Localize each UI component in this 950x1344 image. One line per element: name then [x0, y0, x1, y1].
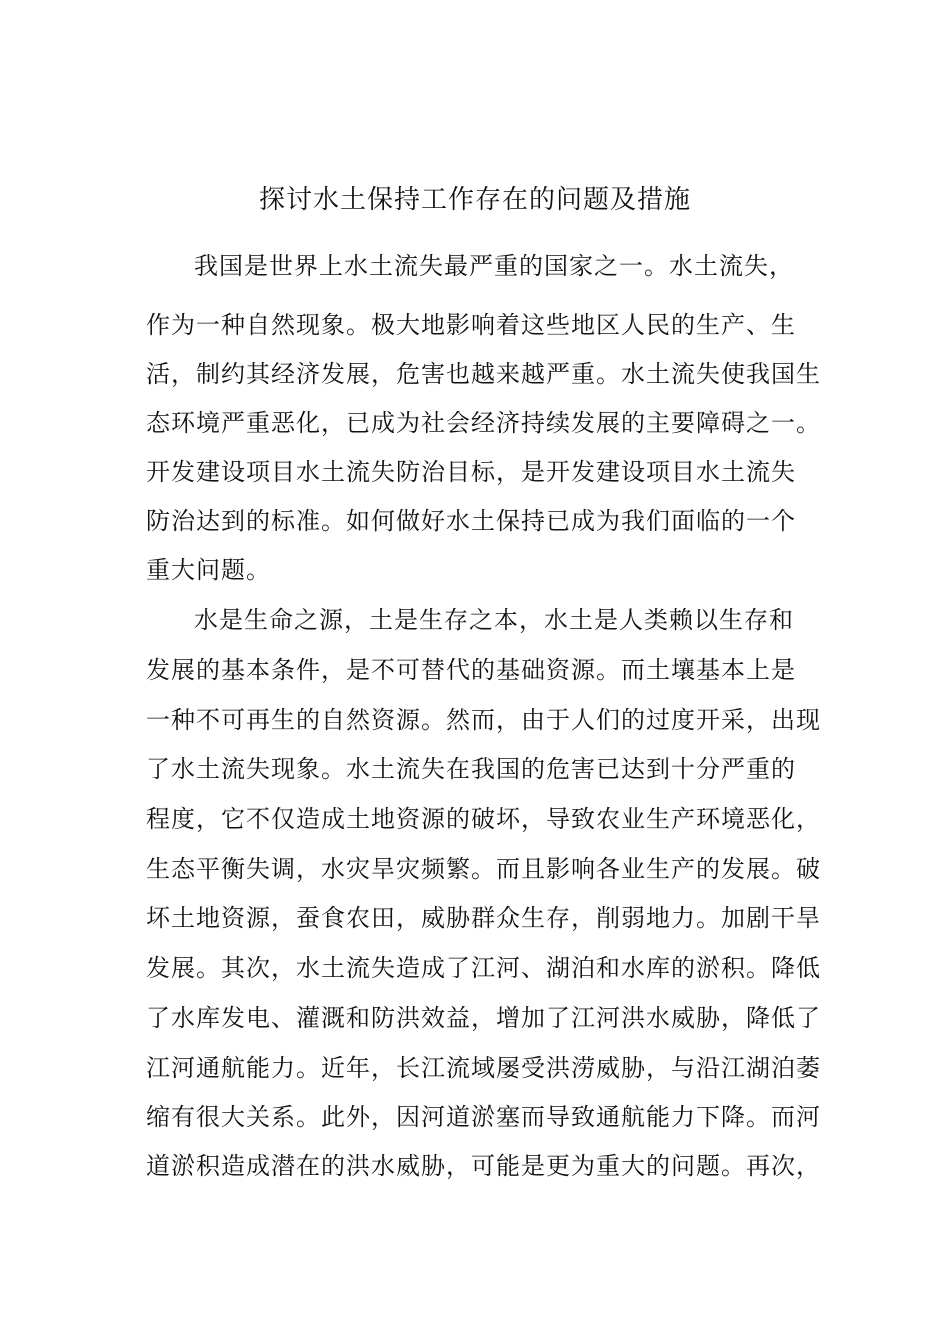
- paragraph-2-line-3: 一种不可再生的自然资源。然而，由于人们的过度开采，出现: [146, 706, 821, 734]
- paragraph-1-line-3: 活，制约其经济发展，危害也越来越严重。水土流失使我国生: [146, 360, 821, 388]
- paragraph-2-line-6: 生态平衡失调，水灾旱灾频繁。而且影响各业生产的发展。破: [146, 855, 821, 883]
- paragraph-1-line-1: 我国是世界上水土流失最严重的国家之一。水土流失，: [194, 252, 794, 280]
- paragraph-1-line-6: 防治达到的标准。如何做好水土保持已成为我们面临的一个: [146, 507, 796, 535]
- paragraph-2-line-5: 程度，它不仅造成土地资源的破坏，导致农业生产环境恶化，: [146, 805, 821, 833]
- paragraph-2-line-9: 了水库发电、灌溉和防洪效益，增加了江河洪水威胁，降低了: [146, 1004, 821, 1032]
- paragraph-1-line-4: 态环境严重恶化，已成为社会经济持续发展的主要障碍之一。: [146, 409, 821, 437]
- paragraph-1-line-5: 开发建设项目水土流失防治目标，是开发建设项目水土流失: [146, 458, 796, 486]
- document-title: 探讨水土保持工作存在的问题及措施: [258, 185, 691, 215]
- paragraph-2-line-10: 江河通航能力。近年，长江流域屡受洪涝威胁，与沿江湖泊萎: [146, 1054, 821, 1082]
- paragraph-1-line-7: 重大问题。: [146, 556, 271, 584]
- paragraph-2-line-4: 了水土流失现象。水土流失在我国的危害已达到十分严重的: [146, 755, 796, 783]
- paragraph-2-line-8: 发展。其次，水土流失造成了江河、湖泊和水库的淤积。降低: [146, 954, 821, 982]
- paragraph-2-line-2: 发展的基本条件，是不可替代的基础资源。而土壤基本上是: [146, 656, 796, 684]
- paragraph-2-line-1: 水是生命之源，土是生存之本，水土是人类赖以生存和: [194, 606, 794, 634]
- paragraph-1-line-2: 作为一种自然现象。极大地影响着这些地区人民的生产、生: [146, 311, 796, 339]
- paragraph-2-line-12: 道淤积造成潜在的洪水威胁，可能是更为重大的问题。再次，: [146, 1152, 821, 1180]
- paragraph-2-line-7: 坏土地资源，蚕食农田，威胁群众生存，削弱地力。加剧干旱: [146, 904, 821, 932]
- paragraph-2-line-11: 缩有很大关系。此外，因河道淤塞而导致通航能力下降。而河: [146, 1103, 821, 1131]
